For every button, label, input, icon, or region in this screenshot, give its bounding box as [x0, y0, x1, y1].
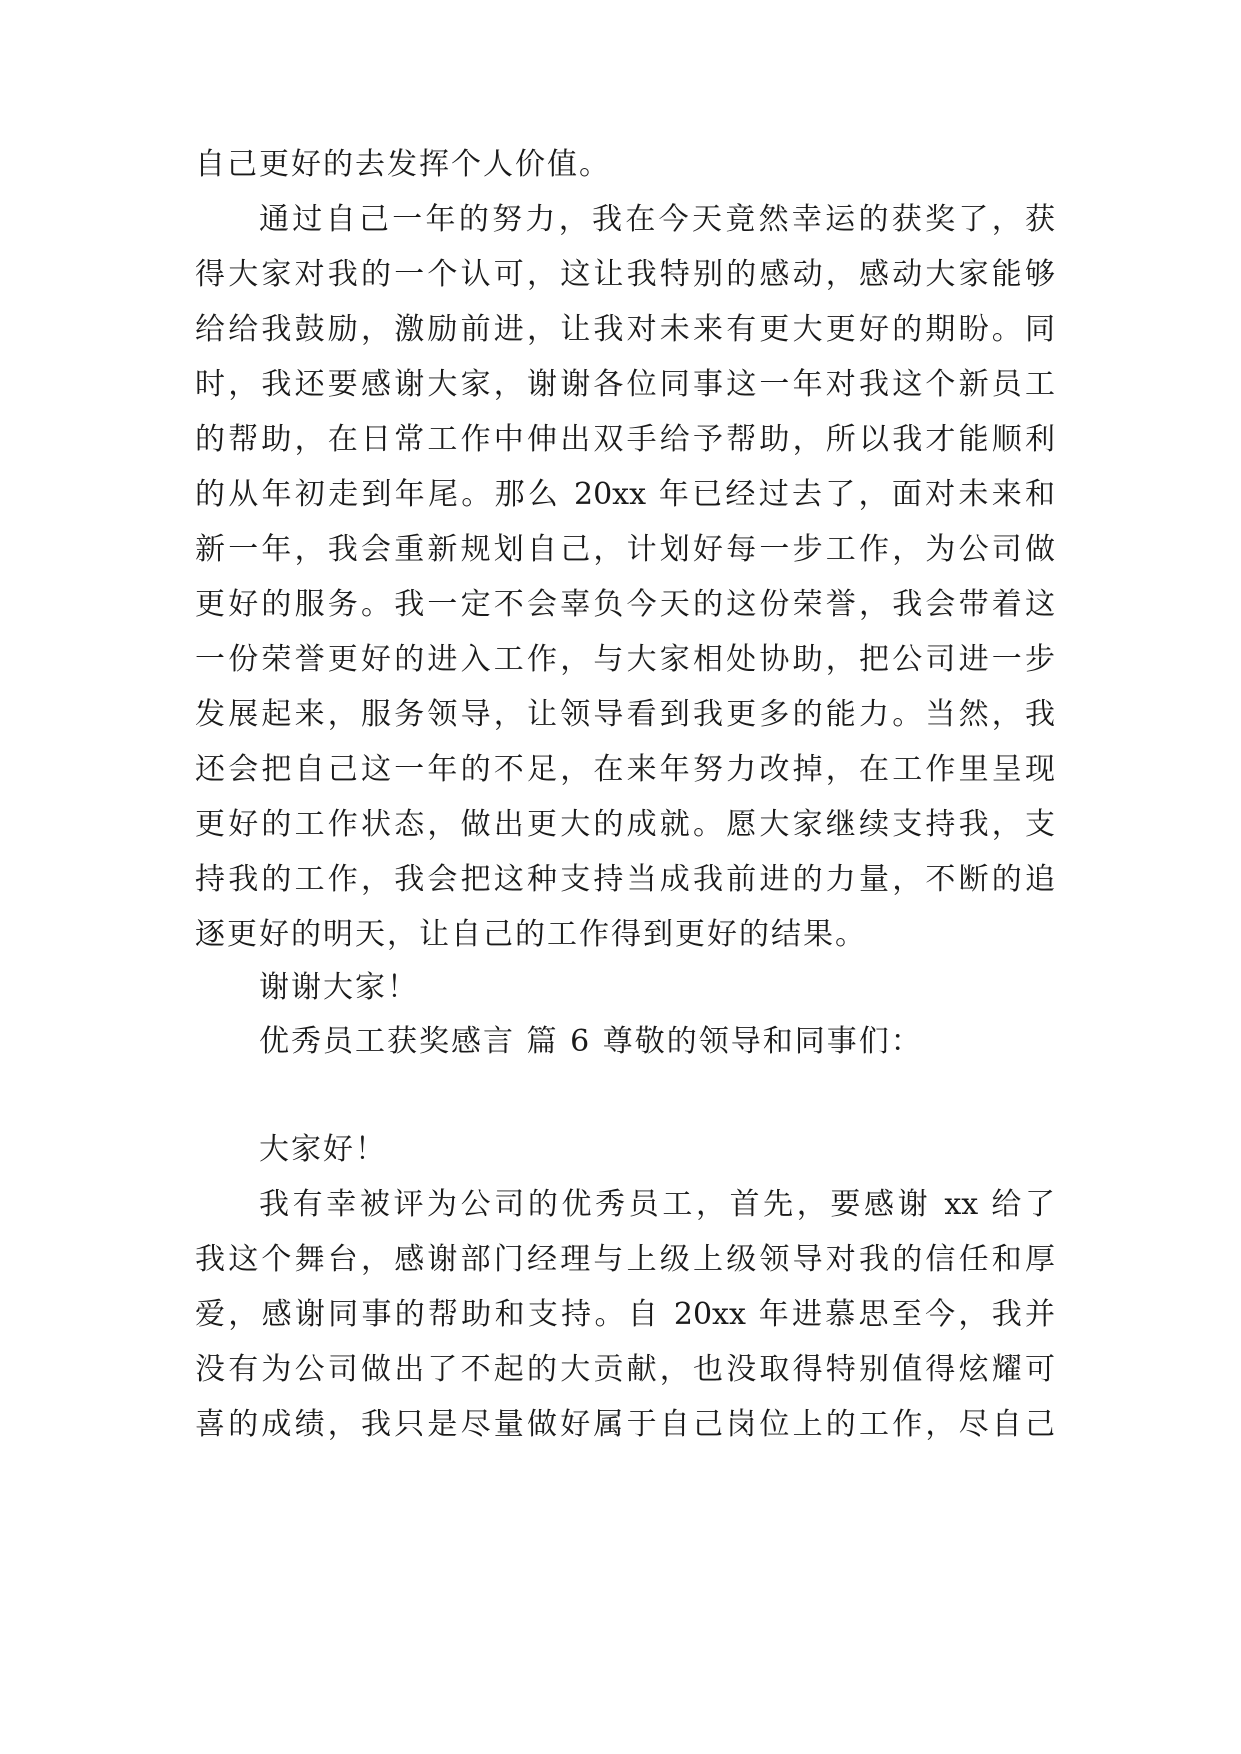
- text-line: 一份荣誉更好的进入工作，与大家相处协助，把公司进一步: [195, 642, 1055, 677]
- text-line: 新一年，我会重新规划自己，计划好每一步工作，为公司做: [195, 532, 1055, 567]
- text-line: 时，我还要感谢大家，谢谢各位同事这一年对我这个新员工: [195, 367, 1055, 402]
- text-line: 更好的服务。我一定不会辜负今天的这份荣誉，我会带着这: [195, 587, 1055, 622]
- text-line: 我这个舞台，感谢部门经理与上级上级领导对我的信任和厚: [195, 1242, 1055, 1277]
- text-line: 的从年初走到年尾。那么 20xx 年已经过去了，面对未来和: [195, 477, 1055, 512]
- text-line: 得大家对我的一个认可，这让我特别的感动，感动大家能够: [195, 257, 1055, 292]
- paragraph-start-line: 通过自己一年的努力，我在今天竟然幸运的获奖了，获: [259, 202, 1055, 237]
- text-line: 没有为公司做出了不起的大贡献，也没取得特别值得炫耀可: [195, 1352, 1055, 1387]
- text-line: 还会把自己这一年的不足，在来年努力改掉，在工作里呈现: [195, 752, 1055, 787]
- text-line: 自己更好的去发挥个人价值。: [195, 147, 611, 182]
- text-line: 喜的成绩，我只是尽量做好属于自己岗位上的工作，尽自己: [195, 1407, 1055, 1442]
- greeting-line: 大家好！: [259, 1132, 387, 1167]
- section-heading: 优秀员工获奖感言 篇 6 尊敬的领导和同事们：: [259, 1024, 923, 1059]
- text-line: 更好的工作状态，做出更大的成就。愿大家继续支持我，支: [195, 807, 1055, 842]
- paragraph-start-line: 我有幸被评为公司的优秀员工，首先，要感谢 xx 给了: [259, 1187, 1055, 1222]
- closing-thanks: 谢谢大家！: [259, 970, 419, 1005]
- text-line: 逐更好的明天，让自己的工作得到更好的结果。: [195, 917, 867, 952]
- text-line: 发展起来，服务领导，让领导看到我更多的能力。当然，我: [195, 697, 1055, 732]
- text-line: 的帮助，在日常工作中伸出双手给予帮助，所以我才能顺利: [195, 422, 1055, 457]
- text-line: 爱，感谢同事的帮助和支持。自 20xx 年进慕思至今，我并: [195, 1297, 1055, 1332]
- text-line: 持我的工作，我会把这种支持当成我前进的力量，不断的追: [195, 862, 1055, 897]
- text-line: 给给我鼓励，激励前进，让我对未来有更大更好的期盼。同: [195, 312, 1055, 347]
